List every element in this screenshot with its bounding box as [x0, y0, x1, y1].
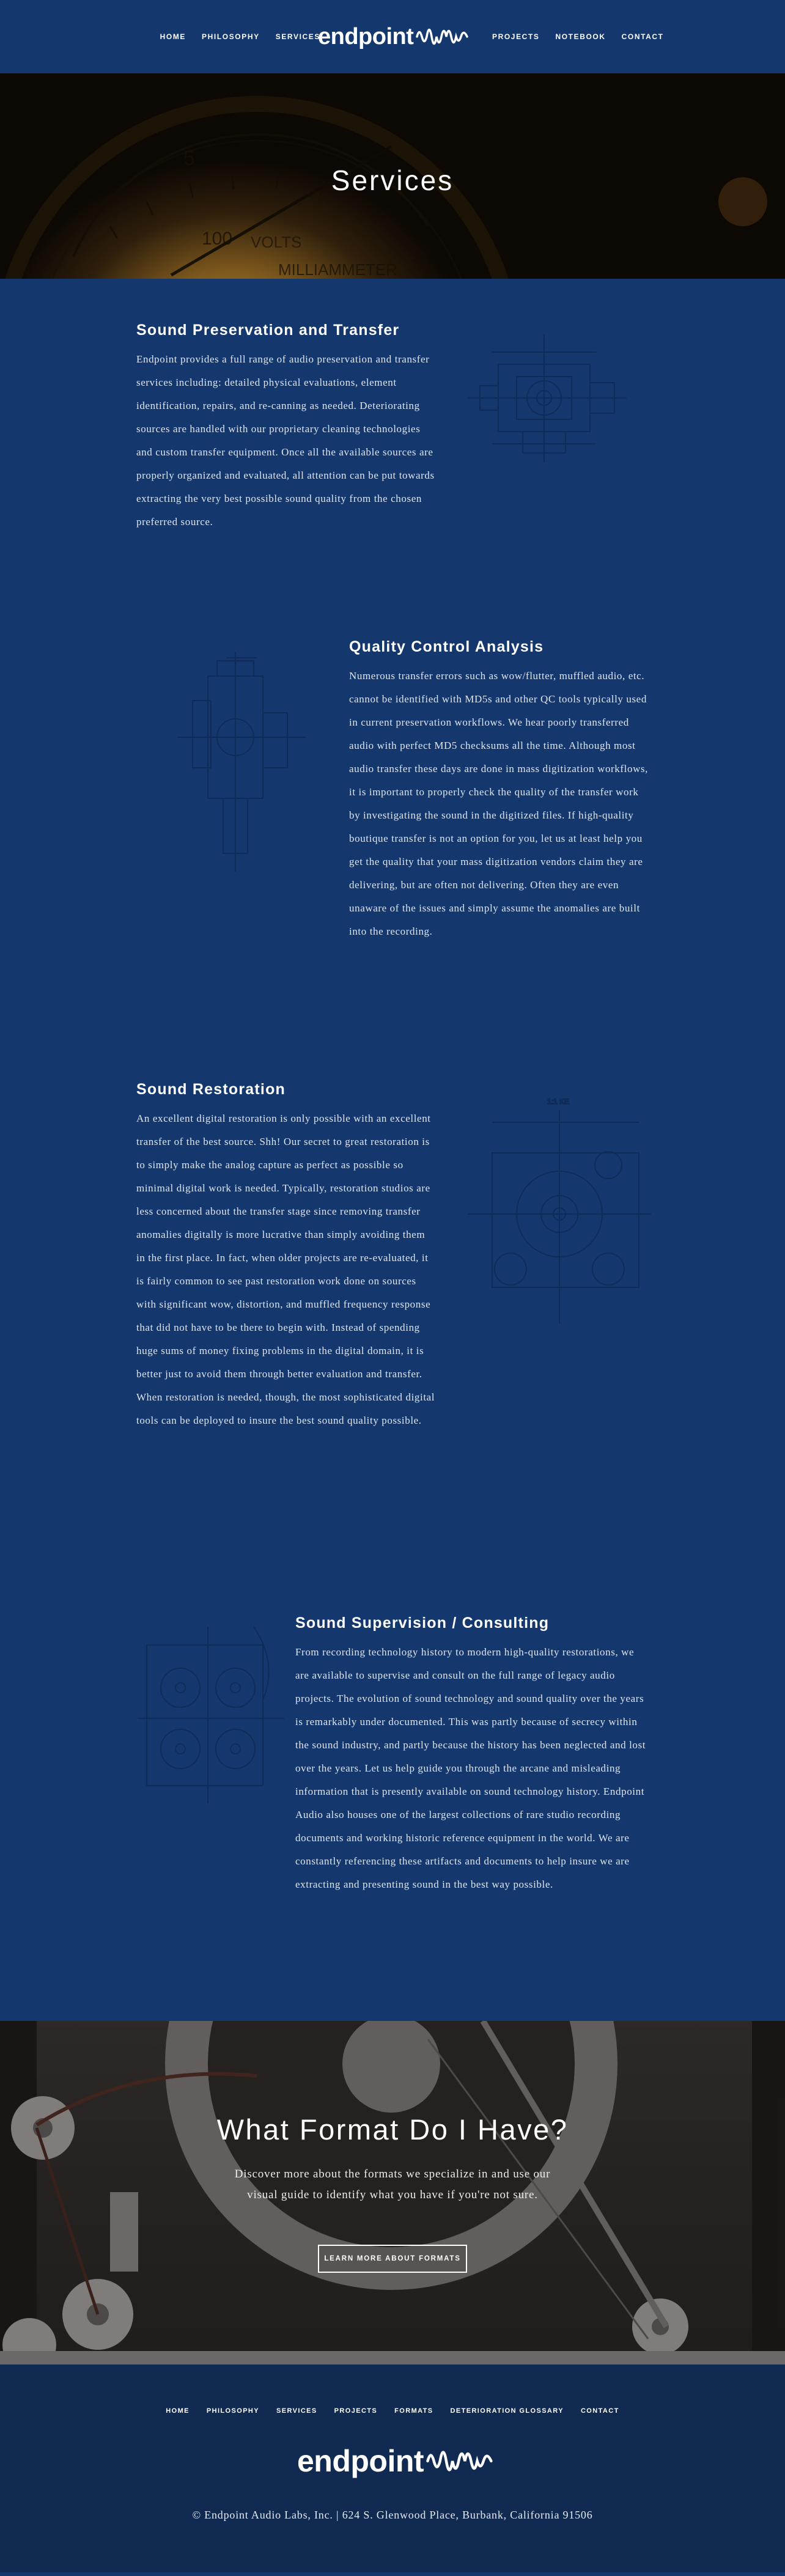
main-nav-right [492, 0, 664, 73]
service-sound-supervision [295, 1614, 650, 1896]
main-nav-left [160, 0, 320, 73]
technical-drawing-icon [455, 315, 639, 480]
service-body: An excellent digital restoration is only possible with an excellent transfer of the best source. Shh! Our secret to great restoration is to simply make the analog capture as perfect as possible so minimal digital work is needed. Typically, restoration studios are less concerned about the transfer stage since removing transfer anomalies digitally is more lucrative than simply avoiding them in the first place. In fact, when older projects are re-evaluated, it is fairly common to see past restoration work done on sources with significant wow, distortion, and muffled frequency response that did not have to be there to begin with. Instead of spending huge sums of money fixing problems in the digital domain, it is better just to avoid them through better evaluation and transfer. When restoration is needed, though, the most sophisticated digital tools can be deployed to insure the best sound quality possible. [136, 1113, 435, 1426]
nav-contact[interactable]: CONTACT [621, 32, 664, 41]
technical-drawing-icon [455, 1086, 657, 1330]
footer-logo[interactable] [297, 2437, 493, 2486]
footer-nav-home[interactable]: HOME [166, 2407, 190, 2415]
service-body: From recording technology history to modern high-quality restorations, we are available to supervise and consult on the full range of legacy audio projects. The evolution of sound technology and sound quality over the years is remarkably under documented. This was partly because of secrecy within the sound industry, and partly because the history has been neglected and lost over the years. Let us help guide you through the arcane and misleading information that is presently available on sound technology history. Endpoint Audio also houses one of the largest collections of rare studio recording documents and working historic reference equipment in the world. We are constantly referencing these artifacts and documents to help insure we are extracting and presenting sound in the best way possible. [295, 1646, 646, 1890]
site-footer [0, 2364, 785, 2572]
service-title: Sound Preservation and Transfer [136, 322, 400, 339]
services-section [0, 279, 785, 2021]
footer-nav-philosophy[interactable]: PHILOSOPHY [206, 2407, 260, 2415]
logo-wordmark: endpoint [297, 2444, 424, 2478]
waveform-logo-icon [426, 2442, 493, 2481]
service-title: Quality Control Analysis [349, 638, 544, 655]
logo-wordmark: endpoint [318, 24, 414, 50]
service-body: Endpoint provides a full range of audio preservation and transfer services including: detailed physical evaluations, element identification, repairs, and re-canning as needed. Deteriorating sources are handled with our proprietary cleaning technologies and custom transfer equipment. Once all the available sources are properly organized and evaluated, all attention can be put towards extracting the very best possible sound quality from the chosen preferred source. [136, 353, 435, 528]
service-sound-preservation [136, 322, 436, 534]
cta-body: Discover more about the formats we specialize in and use our visual guide to identify what you have if you're not sure. [234, 2168, 551, 2201]
footer-nav-formats[interactable]: FORMATS [394, 2407, 433, 2415]
nav-home[interactable]: HOME [160, 32, 186, 41]
nav-projects[interactable]: PROJECTS [492, 32, 540, 41]
service-title: Sound Restoration [136, 1081, 286, 1098]
svg-text:1:1 KE: 1:1 KE [547, 1097, 570, 1106]
footer-nav-services[interactable]: SERVICES [276, 2407, 317, 2415]
technical-drawing-icon [131, 1614, 290, 1816]
service-sound-restoration [136, 1081, 436, 1432]
service-quality-control [349, 638, 649, 943]
page-title: Services [331, 164, 454, 196]
footer-nav-projects[interactable]: PROJECTS [334, 2407, 378, 2415]
format-cta [0, 2021, 785, 2364]
cta-title: What Format Do I Have? [216, 2113, 569, 2146]
copyright-text: © Endpoint Audio Labs, Inc. | 624 S. Glenwood Place, Burbank, California 91506 [192, 2509, 593, 2521]
hero-banner [0, 73, 785, 279]
site-logo[interactable] [318, 18, 471, 55]
footer-nav-contact[interactable]: CONTACT [580, 2407, 619, 2415]
nav-philosophy[interactable]: PHILOSOPHY [202, 32, 260, 41]
nav-notebook[interactable]: NOTEBOOK [555, 32, 606, 41]
footer-nav-deterioration-glossary[interactable]: DETERIORATION GLOSSARY [450, 2407, 564, 2415]
technical-drawing-icon [165, 639, 318, 878]
site-header [0, 0, 785, 73]
nav-services[interactable]: SERVICES [275, 32, 320, 41]
waveform-logo-icon [416, 21, 468, 52]
service-title: Sound Supervision / Consulting [295, 1614, 550, 1632]
learn-more-formats-button[interactable]: LEARN MORE ABOUT FORMATS [318, 2245, 467, 2273]
footer-nav [0, 2407, 785, 2415]
service-body: Numerous transfer errors such as wow/flutter, muffled audio, etc. cannot be identified with MD5s and other QC tools typically used in current preservation workflows. We hear poorly transferred audio with perfect MD5 checksums all the time. Although most audio transfer these days are done in mass digitization workflows, it is important to properly check the quality of the transfer work by investigating the sound in the digitized files. If high-quality boutique transfer is not an option for you, let us at least help you get the quality that your mass digitization vendors claim they are delivering, but are often not delivering. Often they are even unaware of the issues and simply assume the anomalies are built into the recording. [349, 670, 649, 937]
